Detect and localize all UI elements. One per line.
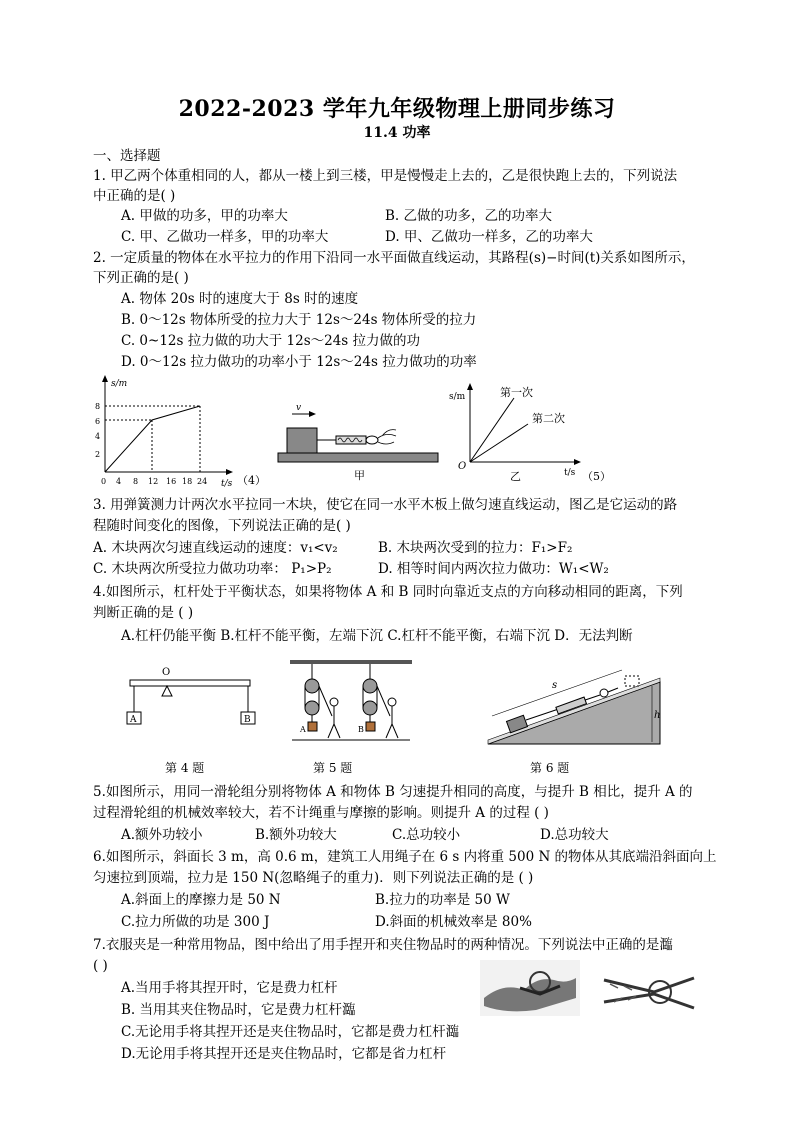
graph4-xtick: 16 <box>166 477 177 486</box>
q4-options: A.杠杆仍能平衡 B.杠杆不能平衡，左端下沉 C.杠杆不能平衡，右端下沉 D．无法判断 <box>121 628 633 644</box>
graph4-ytick: 8 <box>95 402 101 411</box>
pulley-caption: 第 5 题 <box>313 761 353 775</box>
cart-caption: 甲 <box>354 469 365 482</box>
clothespin-clamp-photo <box>600 960 696 1016</box>
graph5-origin: O <box>458 461 467 472</box>
st-graph-q3 <box>449 383 611 483</box>
graph4-xtick: 12 <box>148 477 159 486</box>
graph4-ytick: 2 <box>95 450 101 459</box>
section-heading: 一、选择题 <box>93 148 161 164</box>
q3-stem-1: 3. 用弹簧测力计两次水平拉同一木块，使它在同一水平木板上做匀速直线运动，图乙是它运动的路 <box>93 497 678 513</box>
q1-option-b: B. 乙做的功多，乙的功率大 <box>385 208 553 224</box>
q6-option-a: A.斜面上的摩擦力是 50 N <box>121 892 281 908</box>
graph4-xtick: 18 <box>182 477 193 486</box>
lever-diagram <box>127 667 255 775</box>
q5-option-d: D.总功较大 <box>540 827 609 843</box>
q5-option-a: A.额外功较小 <box>121 827 203 843</box>
q2-option-d: D. 0～12s 拉力做功的功率小于 12s～24s 拉力做功的功率 <box>121 354 477 370</box>
q7-stem-1: 7.衣服夹是一种常用物品，图中给出了用手捏开和夹住物品时的两种情况。下列说法中正确的是瀶 <box>93 937 673 953</box>
graph5-under-label: 乙 <box>510 470 521 483</box>
q5-option-c: C.总功较小 <box>392 827 461 843</box>
q1-option-d: D. 甲、乙做功一样多，乙的功率大 <box>385 229 593 245</box>
incline-h-label: h <box>654 710 661 721</box>
pulley-a-label: A <box>300 725 306 734</box>
clothespin-images <box>480 958 700 1020</box>
q6-option-d: D.斜面的机械效率是 80% <box>375 914 532 930</box>
graph4-ytick: 4 <box>95 432 101 441</box>
graph5-caption: （5） <box>582 470 611 483</box>
q6-option-c: C.拉力所做的功是 300 J <box>121 914 270 930</box>
q7-stem-2: ( ) <box>93 958 108 974</box>
q3-option-a: A. 木块两次匀速直线运动的速度：v₁<v₂ <box>93 540 338 556</box>
q4-stem-1: 4.如图所示，杠杆处于平衡状态，如果将物体 A 和 B 同时向靠近支点的方向移动相同的距离，下列 <box>93 584 683 600</box>
cart-diagram <box>278 403 438 482</box>
figure-row-1 <box>90 372 710 492</box>
q3-option-c: C. 木块两次所受拉力做功功率： P₁>P₂ <box>93 561 332 577</box>
pulley-diagram <box>290 660 412 775</box>
q7-option-a: A.当用手将其捏开时，它是费力杠杆 <box>121 980 338 996</box>
q1-stem-2: 中正确的是( ) <box>93 188 176 204</box>
q1-stem-1: 1. 甲乙两个体重相同的人，都从一楼上到三楼，甲是慢慢走上去的，乙是很快跑上去的，下列说法 <box>93 168 678 184</box>
figure-row-2 <box>120 656 680 782</box>
graph5-line1-label: 第一次 <box>500 386 533 399</box>
graph5-ylabel: s/m <box>449 392 466 402</box>
graph5-xlabel: t/s <box>564 468 576 478</box>
q1-option-a: A. 甲做的功多，甲的功率大 <box>121 208 288 224</box>
q3-option-d: D. 相等时间内两次拉力做功：W₁<W₂ <box>378 561 609 577</box>
graph5-line2-label: 第二次 <box>532 412 565 425</box>
q2-option-c: C. 0~12s 拉力做的功大于 12s～24s 拉力做的功 <box>121 333 421 349</box>
graph4-xtick: 8 <box>133 477 139 486</box>
incline-s-label: s <box>552 680 558 691</box>
q7-option-d: D.无论用手将其捏开还是夹住物品时，它都是省力杠杆 <box>121 1046 447 1062</box>
graph4-xtick: 4 <box>116 477 122 486</box>
q2-option-b: B. 0～12s 物体所受的拉力大于 12s～24s 物体所受的拉力 <box>121 312 477 328</box>
graph4-xtick: 24 <box>197 477 208 486</box>
pulley-b-label: B <box>358 725 364 734</box>
q5-option-b: B.额外功较大 <box>255 827 337 843</box>
q6-option-b: B.拉力的功率是 50 W <box>375 892 510 908</box>
q5-stem-2: 过程滑轮组的机械效率较大，若不计绳重与摩擦的影响。则提升 A 的过程 ( ) <box>93 805 549 821</box>
incline-caption: 第 6 题 <box>530 761 570 775</box>
graph4-origin: 0 <box>101 477 107 486</box>
graph4-xlabel: t/s <box>221 479 233 489</box>
q2-option-a: A. 物体 20s 时的速度大于 8s 时的速度 <box>121 291 359 307</box>
q5-stem-1: 5.如图所示，用同一滑轮组分别将物体 A 和物体 B 匀速提升相同的高度，与提升 B 相比，提升 A 的 <box>93 784 693 800</box>
doc-subtitle: 11.4 功率 <box>363 125 431 141</box>
doc-title: 2022-2023 学年九年级物理上册同步练习 <box>178 96 616 122</box>
q3-stem-2: 程随时间变化的图像，下列说法正确的是( ) <box>93 518 351 534</box>
q3-option-b: B. 木块两次受到的拉力：F₁>F₂ <box>378 540 573 556</box>
lever-caption: 第 4 题 <box>165 761 205 775</box>
q1-option-c: C. 甲、乙做功一样多，甲的功率大 <box>121 229 329 245</box>
lever-a-label: A <box>130 715 137 725</box>
graph4-ytick: 6 <box>95 417 101 426</box>
graph4-ylabel: s/m <box>111 379 128 389</box>
q4-stem-2: 判断正确的是 ( ) <box>93 605 194 621</box>
q6-stem-1: 6.如图所示，斜面长 3 m，高 0.6 m，建筑工人用绳子在 6 s 内将重 500 N 的物体从其底端沿斜面向上 <box>93 849 717 865</box>
q6-stem-2: 匀速拉到顶端，拉力是 150 N(忽略绳子的重力)．则下列说法正确的是 ( ) <box>93 870 534 886</box>
q7-option-c: C.无论用手将其捏开还是夹住物品时，它都是费力杠杆瀶 <box>121 1024 460 1040</box>
cart-velocity-label: v <box>296 403 302 413</box>
q2-stem-2: 下列正确的是( ) <box>93 270 189 286</box>
lever-b-label: B <box>244 715 251 725</box>
q7-option-b: B. 当用其夹住物品时，它是费力杠杆瀶 <box>121 1002 356 1018</box>
incline-diagram <box>488 670 660 775</box>
q2-stem-1: 2. 一定质量的物体在水平拉力的作用下沿同一水平面做直线运动，其路程(s)−时间(t)关系如图所示， <box>93 250 695 266</box>
st-graph-q4 <box>95 375 266 489</box>
graph4-caption: （4） <box>237 474 266 487</box>
clothespin-hand-photo <box>480 960 580 1016</box>
lever-pivot-label: O <box>162 667 171 678</box>
